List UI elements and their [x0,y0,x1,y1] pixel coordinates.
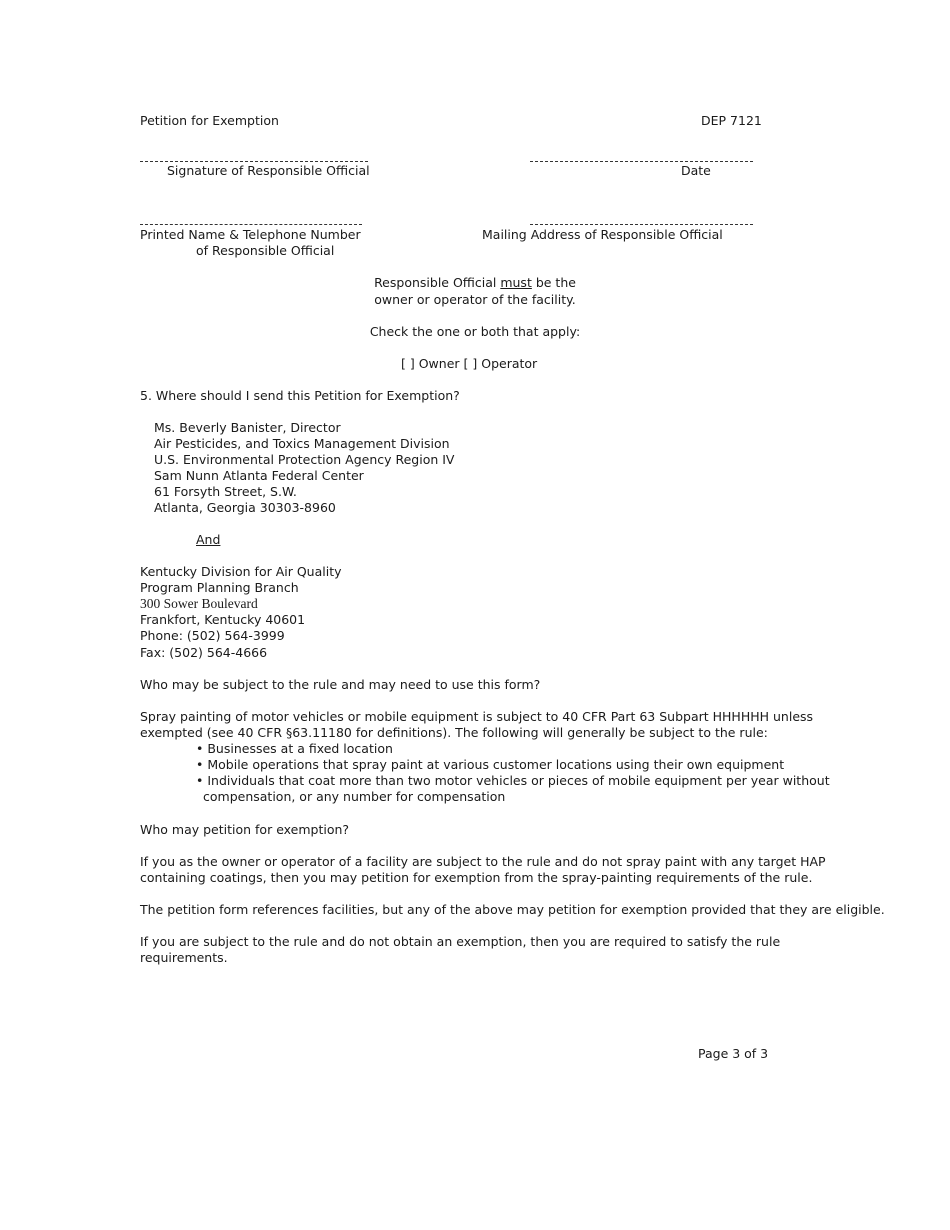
list-item: • Businesses at a fixed location [196,741,393,756]
date-label: Date [681,163,711,178]
petition-heading: Who may petition for exemption? [140,822,350,837]
ky-address-line: 300 Sower Boulevard [140,596,258,611]
page-number: Page 3 of 3 [698,1046,769,1061]
subject-paragraph-line1: Spray painting of motor vehicles or mobile equipment is subject to 40 CFR Part 63 Subpart HHHHHH unless [140,709,814,724]
printed-name-line[interactable] [140,224,362,225]
subject-paragraph-line2: exempted (see 40 CFR §63.11180 for definitions). The following will generally be subject to the rule: [140,725,768,740]
form-code: DEP 7121 [701,113,762,128]
printed-name-label: Printed Name & Telephone Number [140,227,361,242]
petition-paragraph1-line1: If you as the owner or operator of a facility are subject to the rule and do not spray paint with any target HAP [140,854,826,869]
official-note-line1: Responsible Official must be the [374,275,576,290]
date-line[interactable] [530,161,753,162]
document-title: Petition for Exemption [140,113,279,128]
send-question: 5. Where should I send this Petition for Exemption? [140,388,460,403]
list-item: • Mobile operations that spray paint at various customer locations using their own equipment [196,757,785,772]
petition-paragraph3-line2: requirements. [140,950,228,965]
epa-address-line: 61 Forsyth Street, S.W. [154,484,297,499]
petition-paragraph2: The petition form references facilities, but any of the above may petition for exemption provided that they are eligible. [140,902,885,917]
owner-label: Owner [418,356,460,371]
ky-address-line: Frankfort, Kentucky 40601 [140,612,306,627]
printed-name-label-cont: of Responsible Official [196,243,335,258]
mailing-address-line[interactable] [530,224,753,225]
list-item: • Individuals that coat more than two motor vehicles or pieces of mobile equipment per year without [196,773,830,788]
signature-line[interactable] [140,161,368,162]
subject-heading: Who may be subject to the rule and may need to use this form? [140,677,541,692]
and-label: And [196,532,221,547]
epa-address-line: Sam Nunn Atlanta Federal Center [154,468,364,483]
ky-phone: Phone: (502) 564-3999 [140,628,285,643]
ky-address-line: Kentucky Division for Air Quality [140,564,342,579]
must-emphasis: must [500,275,532,290]
petition-paragraph1-line2: containing coatings, then you may petition for exemption from the spray-painting requirements of the rule. [140,870,813,885]
petition-paragraph3-line1: If you are subject to the rule and do not obtain an exemption, then you are required to satisfy the rule [140,934,781,949]
owner-checkbox[interactable]: [ ] [401,356,415,371]
mailing-address-label: Mailing Address of Responsible Official [482,227,723,242]
role-checkboxes [401,356,537,372]
operator-checkbox[interactable]: [ ] [463,356,478,371]
list-item-continuation: compensation, or any number for compensation [203,789,506,804]
epa-address-line: Air Pesticides, and Toxics Management Division [154,436,450,451]
official-note-line2: owner or operator of the facility. [374,292,576,307]
epa-address-line: Ms. Beverly Banister, Director [154,420,341,435]
check-prompt: Check the one or both that apply: [369,324,581,339]
operator-label: Operator [481,356,538,371]
signature-label: Signature of Responsible Official [167,163,370,178]
epa-address-line: U.S. Environmental Protection Agency Region IV [154,452,455,467]
ky-fax: Fax: (502) 564-4666 [140,645,268,660]
epa-address-line: Atlanta, Georgia 30303-8960 [154,500,336,515]
ky-address-line: Program Planning Branch [140,580,299,595]
